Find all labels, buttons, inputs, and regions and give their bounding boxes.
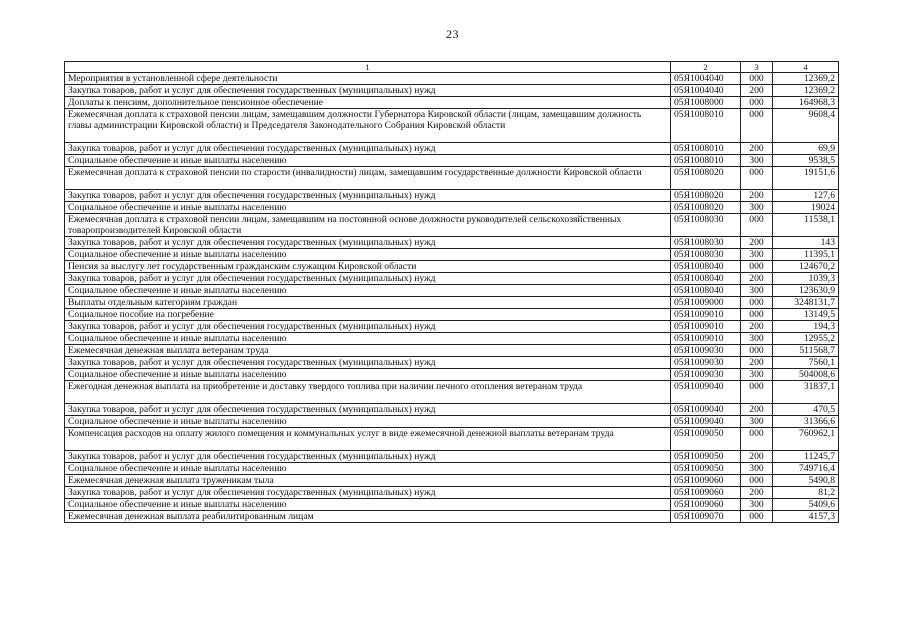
row-code-cell: 05Я1009050	[671, 428, 741, 451]
row-name-cell: Социальное обеспечение и иные выплаты населению	[65, 499, 671, 511]
row-code-cell: 05Я1009030	[671, 345, 741, 357]
row-code-cell: 05Я1009050	[671, 463, 741, 475]
table-row	[65, 155, 839, 167]
table-row	[65, 97, 839, 109]
row-name-cell: Социальное обеспечение и иные выплаты населению	[65, 333, 671, 345]
table-row	[65, 475, 839, 487]
row-type-cell: 200	[741, 143, 773, 155]
row-amount-cell: 9538,5	[773, 155, 839, 167]
row-name-cell: Ежемесячная денежная выплата ветеранам труда	[65, 345, 671, 357]
row-code-cell: 05Я1009060	[671, 499, 741, 511]
row-name-cell: Мероприятия в установленной сфере деятельности	[65, 73, 671, 85]
row-amount-cell: 143	[773, 237, 839, 249]
row-type-cell: 000	[741, 511, 773, 523]
row-type-cell: 200	[741, 85, 773, 97]
row-amount-cell: 470,5	[773, 404, 839, 416]
row-name-cell: Ежемесячная доплата к страховой пенсии лицам, замещавшим должности Губернатора Кировской области (лицам, замещавшим должность главы администрации Кировской области) и Председателя Законодательного Собрания Кировской области	[65, 109, 671, 143]
table-row	[65, 511, 839, 523]
row-code-cell: 05Я1008030	[671, 237, 741, 249]
row-name-cell: Закупка товаров, работ и услуг для обеспечения государственных (муниципальных) нужд	[65, 143, 671, 155]
table-row	[65, 85, 839, 97]
row-type-cell: 000	[741, 97, 773, 109]
row-amount-cell: 127,6	[773, 190, 839, 202]
row-amount-cell: 9608,4	[773, 109, 839, 143]
table-row	[65, 357, 839, 369]
row-amount-cell: 194,3	[773, 321, 839, 333]
row-type-cell: 300	[741, 369, 773, 381]
row-code-cell: 05Я1009070	[671, 511, 741, 523]
table-row	[65, 261, 839, 273]
header-code: 2	[671, 62, 741, 73]
row-type-cell: 200	[741, 321, 773, 333]
row-name-cell: Закупка товаров, работ и услуг для обеспечения государственных (муниципальных) нужд	[65, 321, 671, 333]
header-type: 3	[741, 62, 773, 73]
table-row	[65, 273, 839, 285]
row-type-cell: 300	[741, 463, 773, 475]
row-amount-cell: 124670,2	[773, 261, 839, 273]
table-row	[65, 499, 839, 511]
row-name-cell: Ежемесячная доплата к страховой пенсии по старости (инвалидности) лицам, замещавшим государственные должности Кировской области	[65, 167, 671, 190]
table-row	[65, 381, 839, 404]
row-amount-cell: 12369,2	[773, 73, 839, 85]
table-row	[65, 463, 839, 475]
row-code-cell: 05Я1008040	[671, 273, 741, 285]
row-amount-cell: 11245,7	[773, 451, 839, 463]
row-name-cell: Закупка товаров, работ и услуг для обеспечения государственных (муниципальных) нужд	[65, 357, 671, 369]
row-type-cell: 000	[741, 309, 773, 321]
row-name-cell: Социальное обеспечение и иные выплаты населению	[65, 463, 671, 475]
table-row	[65, 451, 839, 463]
row-amount-cell: 3248131,7	[773, 297, 839, 309]
row-code-cell: 05Я1008040	[671, 285, 741, 297]
row-amount-cell: 511568,7	[773, 345, 839, 357]
row-amount-cell: 31366,6	[773, 416, 839, 428]
row-type-cell: 300	[741, 333, 773, 345]
row-code-cell: 05Я1004040	[671, 73, 741, 85]
row-type-cell: 200	[741, 273, 773, 285]
row-code-cell: 05Я1004040	[671, 85, 741, 97]
row-type-cell: 000	[741, 297, 773, 309]
row-type-cell: 000	[741, 167, 773, 190]
row-code-cell: 05Я1008030	[671, 214, 741, 237]
row-amount-cell: 749716,4	[773, 463, 839, 475]
row-name-cell: Закупка товаров, работ и услуг для обеспечения государственных (муниципальных) нужд	[65, 404, 671, 416]
row-name-cell: Закупка товаров, работ и услуг для обеспечения государственных (муниципальных) нужд	[65, 273, 671, 285]
row-amount-cell: 81,2	[773, 487, 839, 499]
budget-table	[64, 61, 839, 523]
row-amount-cell: 31837,1	[773, 381, 839, 404]
table-row	[65, 416, 839, 428]
row-name-cell: Закупка товаров, работ и услуг для обеспечения государственных (муниципальных) нужд	[65, 487, 671, 499]
row-type-cell: 200	[741, 237, 773, 249]
row-code-cell: 05Я1009010	[671, 309, 741, 321]
header-row	[65, 62, 839, 73]
row-amount-cell: 7560,1	[773, 357, 839, 369]
row-amount-cell: 5409,6	[773, 499, 839, 511]
row-name-cell: Ежемесячная денежная выплата труженикам тыла	[65, 475, 671, 487]
row-code-cell: 05Я1009010	[671, 321, 741, 333]
row-name-cell: Социальное обеспечение и иные выплаты населению	[65, 249, 671, 261]
table-row	[65, 167, 839, 190]
row-name-cell: Ежемесячная доплата к страховой пенсии лицам, замещавшим на постоянной основе должности руководителей сельскохозяйственных товаропроизводителей Кировской области	[65, 214, 671, 237]
row-name-cell: Социальное пособие на погребение	[65, 309, 671, 321]
row-amount-cell: 69,9	[773, 143, 839, 155]
row-code-cell: 05Я1008010	[671, 109, 741, 143]
row-type-cell: 200	[741, 190, 773, 202]
table-row	[65, 249, 839, 261]
row-code-cell: 05Я1008020	[671, 190, 741, 202]
row-code-cell: 05Я1009010	[671, 333, 741, 345]
table-row	[65, 73, 839, 85]
row-name-cell: Ежегодная денежная выплата на приобретение и доставку твердого топлива при наличии печного отопления ветеранам труда	[65, 381, 671, 404]
table-row	[65, 487, 839, 499]
row-amount-cell: 123630,9	[773, 285, 839, 297]
row-code-cell: 05Я1009040	[671, 416, 741, 428]
row-code-cell: 05Я1009050	[671, 451, 741, 463]
row-type-cell: 300	[741, 285, 773, 297]
row-type-cell: 000	[741, 345, 773, 357]
row-amount-cell: 4157,3	[773, 511, 839, 523]
row-name-cell: Закупка товаров, работ и услуг для обеспечения государственных (муниципальных) нужд	[65, 85, 671, 97]
table-body	[65, 73, 839, 523]
row-type-cell: 000	[741, 214, 773, 237]
row-code-cell: 05Я1008030	[671, 249, 741, 261]
row-name-cell: Ежемесячная денежная выплата реабилитированным лицам	[65, 511, 671, 523]
table-row	[65, 404, 839, 416]
row-amount-cell: 164968,3	[773, 97, 839, 109]
row-amount-cell: 12369,2	[773, 85, 839, 97]
row-name-cell: Социальное обеспечение и иные выплаты населению	[65, 369, 671, 381]
row-type-cell: 300	[741, 249, 773, 261]
row-amount-cell: 1039,3	[773, 273, 839, 285]
row-name-cell: Закупка товаров, работ и услуг для обеспечения государственных (муниципальных) нужд	[65, 237, 671, 249]
row-name-cell: Социальное обеспечение и иные выплаты населению	[65, 155, 671, 167]
row-amount-cell: 19024	[773, 202, 839, 214]
row-type-cell: 300	[741, 155, 773, 167]
row-type-cell: 200	[741, 357, 773, 369]
row-name-cell: Компенсация расходов на оплату жилого помещения и коммунальных услуг в виде ежемесячной денежной выплаты ветеранам труда	[65, 428, 671, 451]
row-type-cell: 200	[741, 487, 773, 499]
row-type-cell: 200	[741, 451, 773, 463]
row-amount-cell: 760962,1	[773, 428, 839, 451]
row-name-cell: Закупка товаров, работ и услуг для обеспечения государственных (муниципальных) нужд	[65, 190, 671, 202]
header-amount: 4	[773, 62, 839, 73]
row-code-cell: 05Я1008020	[671, 202, 741, 214]
row-type-cell: 000	[741, 261, 773, 273]
row-amount-cell: 11538,1	[773, 214, 839, 237]
table-row	[65, 369, 839, 381]
table-row	[65, 143, 839, 155]
row-amount-cell: 11395,1	[773, 249, 839, 261]
row-name-cell: Доплаты к пенсиям, дополнительное пенсионное обеспечение	[65, 97, 671, 109]
row-type-cell: 000	[741, 428, 773, 451]
table-row	[65, 297, 839, 309]
row-code-cell: 05Я1008010	[671, 143, 741, 155]
table-row	[65, 202, 839, 214]
row-code-cell: 05Я1009060	[671, 487, 741, 499]
row-name-cell: Социальное обеспечение и иные выплаты населению	[65, 285, 671, 297]
row-code-cell: 05Я1008010	[671, 155, 741, 167]
table-row	[65, 345, 839, 357]
row-code-cell: 05Я1008000	[671, 97, 741, 109]
table-row	[65, 190, 839, 202]
row-code-cell: 05Я1009030	[671, 369, 741, 381]
row-type-cell: 000	[741, 109, 773, 143]
table-row	[65, 309, 839, 321]
row-type-cell: 000	[741, 475, 773, 487]
row-code-cell: 05Я1009060	[671, 475, 741, 487]
row-amount-cell: 504008,6	[773, 369, 839, 381]
row-amount-cell: 19151,6	[773, 167, 839, 190]
row-type-cell: 000	[741, 381, 773, 404]
row-name-cell: Закупка товаров, работ и услуг для обеспечения государственных (муниципальных) нужд	[65, 451, 671, 463]
row-name-cell: Пенсия за выслугу лет государственным гражданским служащим Кировской области	[65, 261, 671, 273]
row-code-cell: 05Я1008020	[671, 167, 741, 190]
row-amount-cell: 5490,8	[773, 475, 839, 487]
table-row	[65, 109, 839, 143]
table-row	[65, 237, 839, 249]
row-type-cell: 300	[741, 202, 773, 214]
row-name-cell: Социальное обеспечение и иные выплаты населению	[65, 202, 671, 214]
page-number: 23	[446, 27, 459, 41]
row-amount-cell: 12955,2	[773, 333, 839, 345]
row-type-cell: 000	[741, 73, 773, 85]
header-name: 1	[65, 62, 671, 73]
row-code-cell: 05Я1009000	[671, 297, 741, 309]
row-code-cell: 05Я1008040	[671, 261, 741, 273]
row-type-cell: 200	[741, 404, 773, 416]
row-type-cell: 300	[741, 499, 773, 511]
table-row	[65, 214, 839, 237]
row-amount-cell: 13149,5	[773, 309, 839, 321]
row-code-cell: 05Я1009040	[671, 381, 741, 404]
row-name-cell: Социальное обеспечение и иные выплаты населению	[65, 416, 671, 428]
table-row	[65, 321, 839, 333]
table-row	[65, 285, 839, 297]
row-code-cell: 05Я1009030	[671, 357, 741, 369]
row-type-cell: 300	[741, 416, 773, 428]
table-row	[65, 428, 839, 451]
table-row	[65, 333, 839, 345]
row-code-cell: 05Я1009040	[671, 404, 741, 416]
row-name-cell: Выплаты отдельным категориям граждан	[65, 297, 671, 309]
